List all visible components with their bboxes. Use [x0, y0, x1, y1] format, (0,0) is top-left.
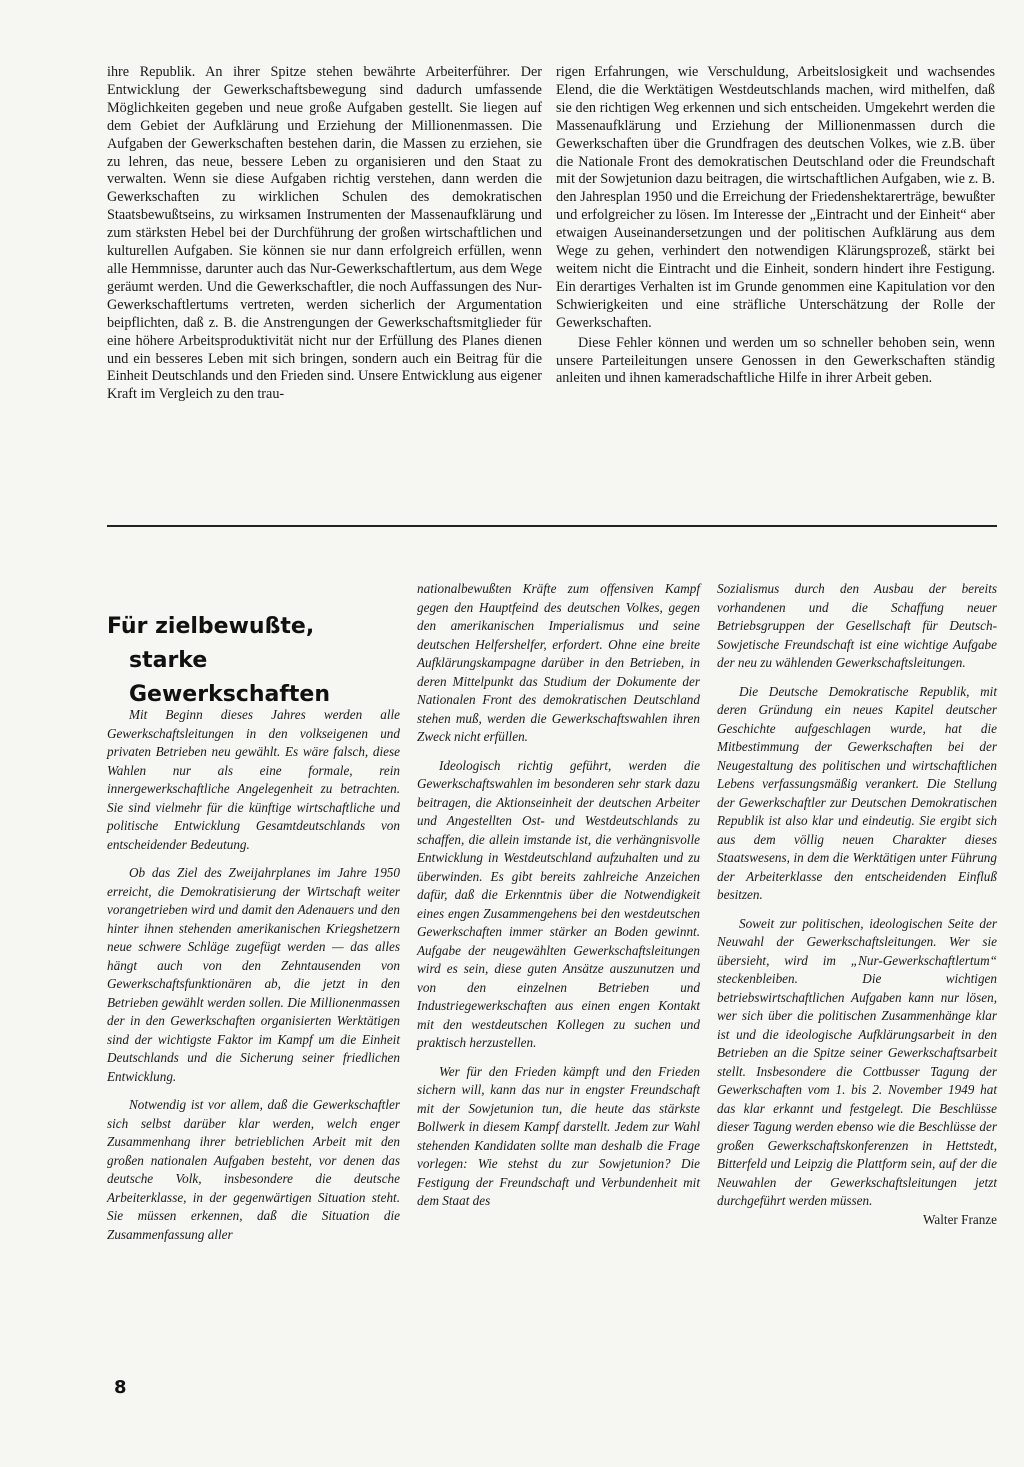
paragraph: Mit Beginn dieses Jahres werden alle Gewerkschaftsleitungen in den volkseigenen und privaten Betrieben neu gewählt. Es wäre falsch, diese Wahlen nur als eine formale, rein innergewerkschaftliche Angelegenheit zu betrachten. Sie sind vielmehr für die künftige wirtschaftliche und politische Entwicklung Gesamtdeutschlands von entscheidender Bedeutung.: [107, 707, 400, 852]
headline-line-2: starke Gewerkschaften: [129, 648, 331, 707]
paragraph: Wer für den Frieden kämpft und den Frieden sichern will, kann das nur in engster Freundschaft mit der Sowjetunion tun, die heute das stärkste Bollwerk in diesem Kampf darstellt. Jedem zur Wahl stehenden Kandidaten sollte man deshalb die Frage vorlegen: Wie stehst du zur Sowjetunion? Die Festigung der Freundschaft und Verbundenheit mit dem Staat des: [417, 1063, 700, 1208]
paragraph: rigen Erfahrungen, wie Verschuldung, Arbeitslosigkeit und wachsendes Elend, die die Werktätigen Westdeutschlands machen, wird mithelfen, daß sie den richtigen Weg erkennen und sich entscheiden. Umgekehrt werden die Massenaufklärung und Erziehung der Millionenmassen durch die Gewerkschaften über die Grundfragen des deutschen Volkes, wie z.B. über die Nationale Front des demokratischen Deutschland oder die Freundschaft mit der Sowjetunion dazu beitragen, die wirtschaftlichen Aufgaben, wie z. B. den Jahresplan 1950 und die Erreichung der Friedenshektarerträge, bewußter und erfolgreicher zu lösen. Im Interesse der „Eintracht und der Einheit“ aber etwaigen Auseinandersetzungen und der politischen Aufklärung aus dem Wege zu gehen, verhindert den notwendigen Klärungsprozeß, stärkt bei weitem nicht die Eintracht und die Einheit, sondern hindert ihre Festigung. Ein derartiges Verhalten ist im Grunde genommen eine Kapitulation vor den Schwierigkeiten und eine sträfliche Unterschätzung der Rolle der Gewerkschaften.: [556, 64, 995, 331]
paragraph: Diese Fehler können und werden um so schneller behoben sein, wenn unsere Parteileitungen unsere Genossen in den Gewerkschaften ständig anleiten und ihnen kameradschaftliche Hilfe in ihrer Arbeit geben.: [556, 334, 995, 387]
headline-line-1: Für zielbewußte,: [107, 614, 315, 639]
article-headline: [107, 610, 407, 712]
top-article-right-column: [556, 64, 995, 388]
author-signature: Walter Franze: [923, 1211, 997, 1227]
top-article-left-column: [107, 64, 542, 404]
paragraph: Soweit zur politischen, ideologischen Seite der Neuwahl der Gewerkschaftsleitungen. Wer sie übersieht, wird im „Nur-Gewerkschaftlertum“ steckenbleiben. Die wichtigen betriebswirtschaftlichen Aufgaben kann nur lösen, wer sich über die politischen Zusammenhänge klar ist und die ideologische Aufklärungsarbeit in den Betrieben an die Spitze seiner Gewerkschaftsarbeit stellt. Insbesondere die Cottbusser Tagung der Gewerkschaften vom 1. bis 2. November 1949 hat das klar erkannt und festgelegt. Die Beschlüsse dieser Tagung werden ebenso wie die Beschlüsse der großen Gewerkschaftskonferenzen in Hettstedt, Bitterfeld und Leipzig die Plattform sein, auf der die Neuwahlen der Gewerkschaftsleitungen jetzt durchgeführt werden müssen.: [717, 915, 997, 1208]
bottom-article-column-3: [717, 580, 997, 1229]
bottom-article-column-1: [107, 706, 400, 1244]
paragraph: Ob das Ziel des Zweijahrplanes im Jahre 1950 erreicht, die Demokratisierung der Wirtschaft weiter vorangetrieben wird und damit den Adenauers und den hinter ihnen stehenden amerikanischen Kriegshetzern neue schwere Schläge zugefügt werden — das alles hängt auch von den Zehntausenden von Gewerkschaftsfunktionären ab, die jetzt in den Betrieben gewählt werden sollen. Die Millionenmassen der in den Gewerkschaften organisierten Werktätigen sind der wichtigste Faktor im Kampf um die Einheit Deutschlands und die Sicherung seiner friedlichen Entwicklung.: [107, 865, 400, 1084]
paragraph: Sozialismus durch den Ausbau der bereits vorhandenen und die Schaffung neuer Betriebsgruppen der Gesellschaft für Deutsch-Sowjetische Freundschaft ist eine wichtige Aufgabe der neu zu wählenden Gewerkschaftsleitungen.: [717, 581, 997, 670]
section-divider: [107, 525, 997, 527]
paragraph: Notwendig ist vor allem, daß die Gewerkschaftler sich selbst darüber klar werden, welch enger Zusammenhang ihrer betrieblichen Arbeit mit den großen nationalen Aufgaben besteht, vor denen das deutsche Volk, insbesondere die deutsche Arbeiterklasse, in der gegenwärtigen Situation steht. Sie müssen erkennen, daß die Situation die Zusammenfassung aller: [107, 1097, 400, 1242]
paragraph: ihre Republik. An ihrer Spitze stehen bewährte Arbeiterführer. Der Entwicklung der Gewerkschaftsbewegung sind dadurch umfassende Möglichkeiten gegeben und neue große Aufgaben gestellt. Sie liegen auf dem Gebiet der Aufklärung und Erziehung der Millionenmassen. Die Aufgaben der Gewerkschaften bestehen darin, die Massen zu erziehen, sie zu lehren, das neue, bessere Leben zu organisieren und den Staat zu verwalten. Wenn sie diese Aufgaben richtig verstehen, dann werden die Gewerkschaften zu wirklichen Schulen des demokratischen Staatsbewußtseins, zu wirksamen Instrumenten der Massenaufklärung und zum stärksten Hebel bei der Durchführung der großen wirtschaftlichen und kulturellen Aufgaben. Sie können sie nur dann erfolgreich erfüllen, wenn alle Hemmnisse, darunter auch das Nur-Gewerkschaftlertum, aus dem Wege geräumt werden. Und die Gewerkschaftler, die noch Auffassungen des Nur-Gewerkschaftlertums vertreten, werden sicherlich der Argumentation beipflichten, daß z. B. die Anstrengungen der Gewerkschaftsmitglieder für eine höhere Arbeitsproduktivität nicht nur der Erfüllung des Planes dienen und ein besseres Leben mit sich bringen, sondern auch ein Beitrag für die Einheit Deutschlands und den Frieden sind. Unsere Entwicklung aus eigener Kraft im Vergleich zu den trau-: [107, 64, 542, 403]
paragraph: nationalbewußten Kräfte zum offensiven Kampf gegen den Hauptfeind des deutschen Volkes, gegen den amerikanischen Imperialismus und seine deutschen Helfershelfer, erfordert. Ohne eine breite Aufklärungskampagne darüber in den Betrieben, in deren Mittelpunkt das Studium der Dokumente der Nationalen Front des demokratischen Deutschland stehen muß, werden die Gewerkschaftswahlen ihren Zweck nicht erfüllen.: [417, 581, 700, 744]
paragraph: Ideologisch richtig geführt, werden die Gewerkschaftswahlen im besonderen sehr stark dazu beitragen, die Aktionseinheit der deutschen Arbeiter und Angestellten Ost- und Westdeutschlands zu schaffen, die allein imstande ist, die verhängnisvolle Entwicklung in Westdeutschland aufzuhalten und zu überwinden. Es gibt bereits zahlreiche Anzeichen dafür, daß die Erkenntnis über die Notwendigkeit eines engen Zusammengehens bei den westdeutschen Gewerkschaften immer stärker an Boden gewinnt. Aufgabe der neugewählten Gewerkschaftsleitungen wird es sein, diese guten Ansätze auszunutzen und von den einzelnen Betrieben und Industriegewerkschaften aus einen engen Kontakt mit den westdeutschen Kollegen zu suchen und praktisch herzustellen.: [417, 757, 700, 1050]
page-number: 8: [114, 1377, 127, 1398]
bottom-article-column-2: [417, 580, 700, 1211]
paragraph: Die Deutsche Demokratische Republik, mit deren Gründung ein neues Kapitel deutscher Geschichte aufgeschlagen wurde, hat die Mitbestimmung der Gewerkschaften bei der Neugestaltung des politischen und wirtschaftlichen Lebens verfassungsmäßig verankert. Die Stellung der Gewerkschaftler zur Deutschen Demokratischen Republik ist also klar und eindeutig. Sie ergibt sich aus dem völlig neuen Charakter dieses Staatswesens, in dem die Werktätigen unter Führung der Arbeiterklasse den entscheidenden Einfluß besitzen.: [717, 683, 997, 902]
